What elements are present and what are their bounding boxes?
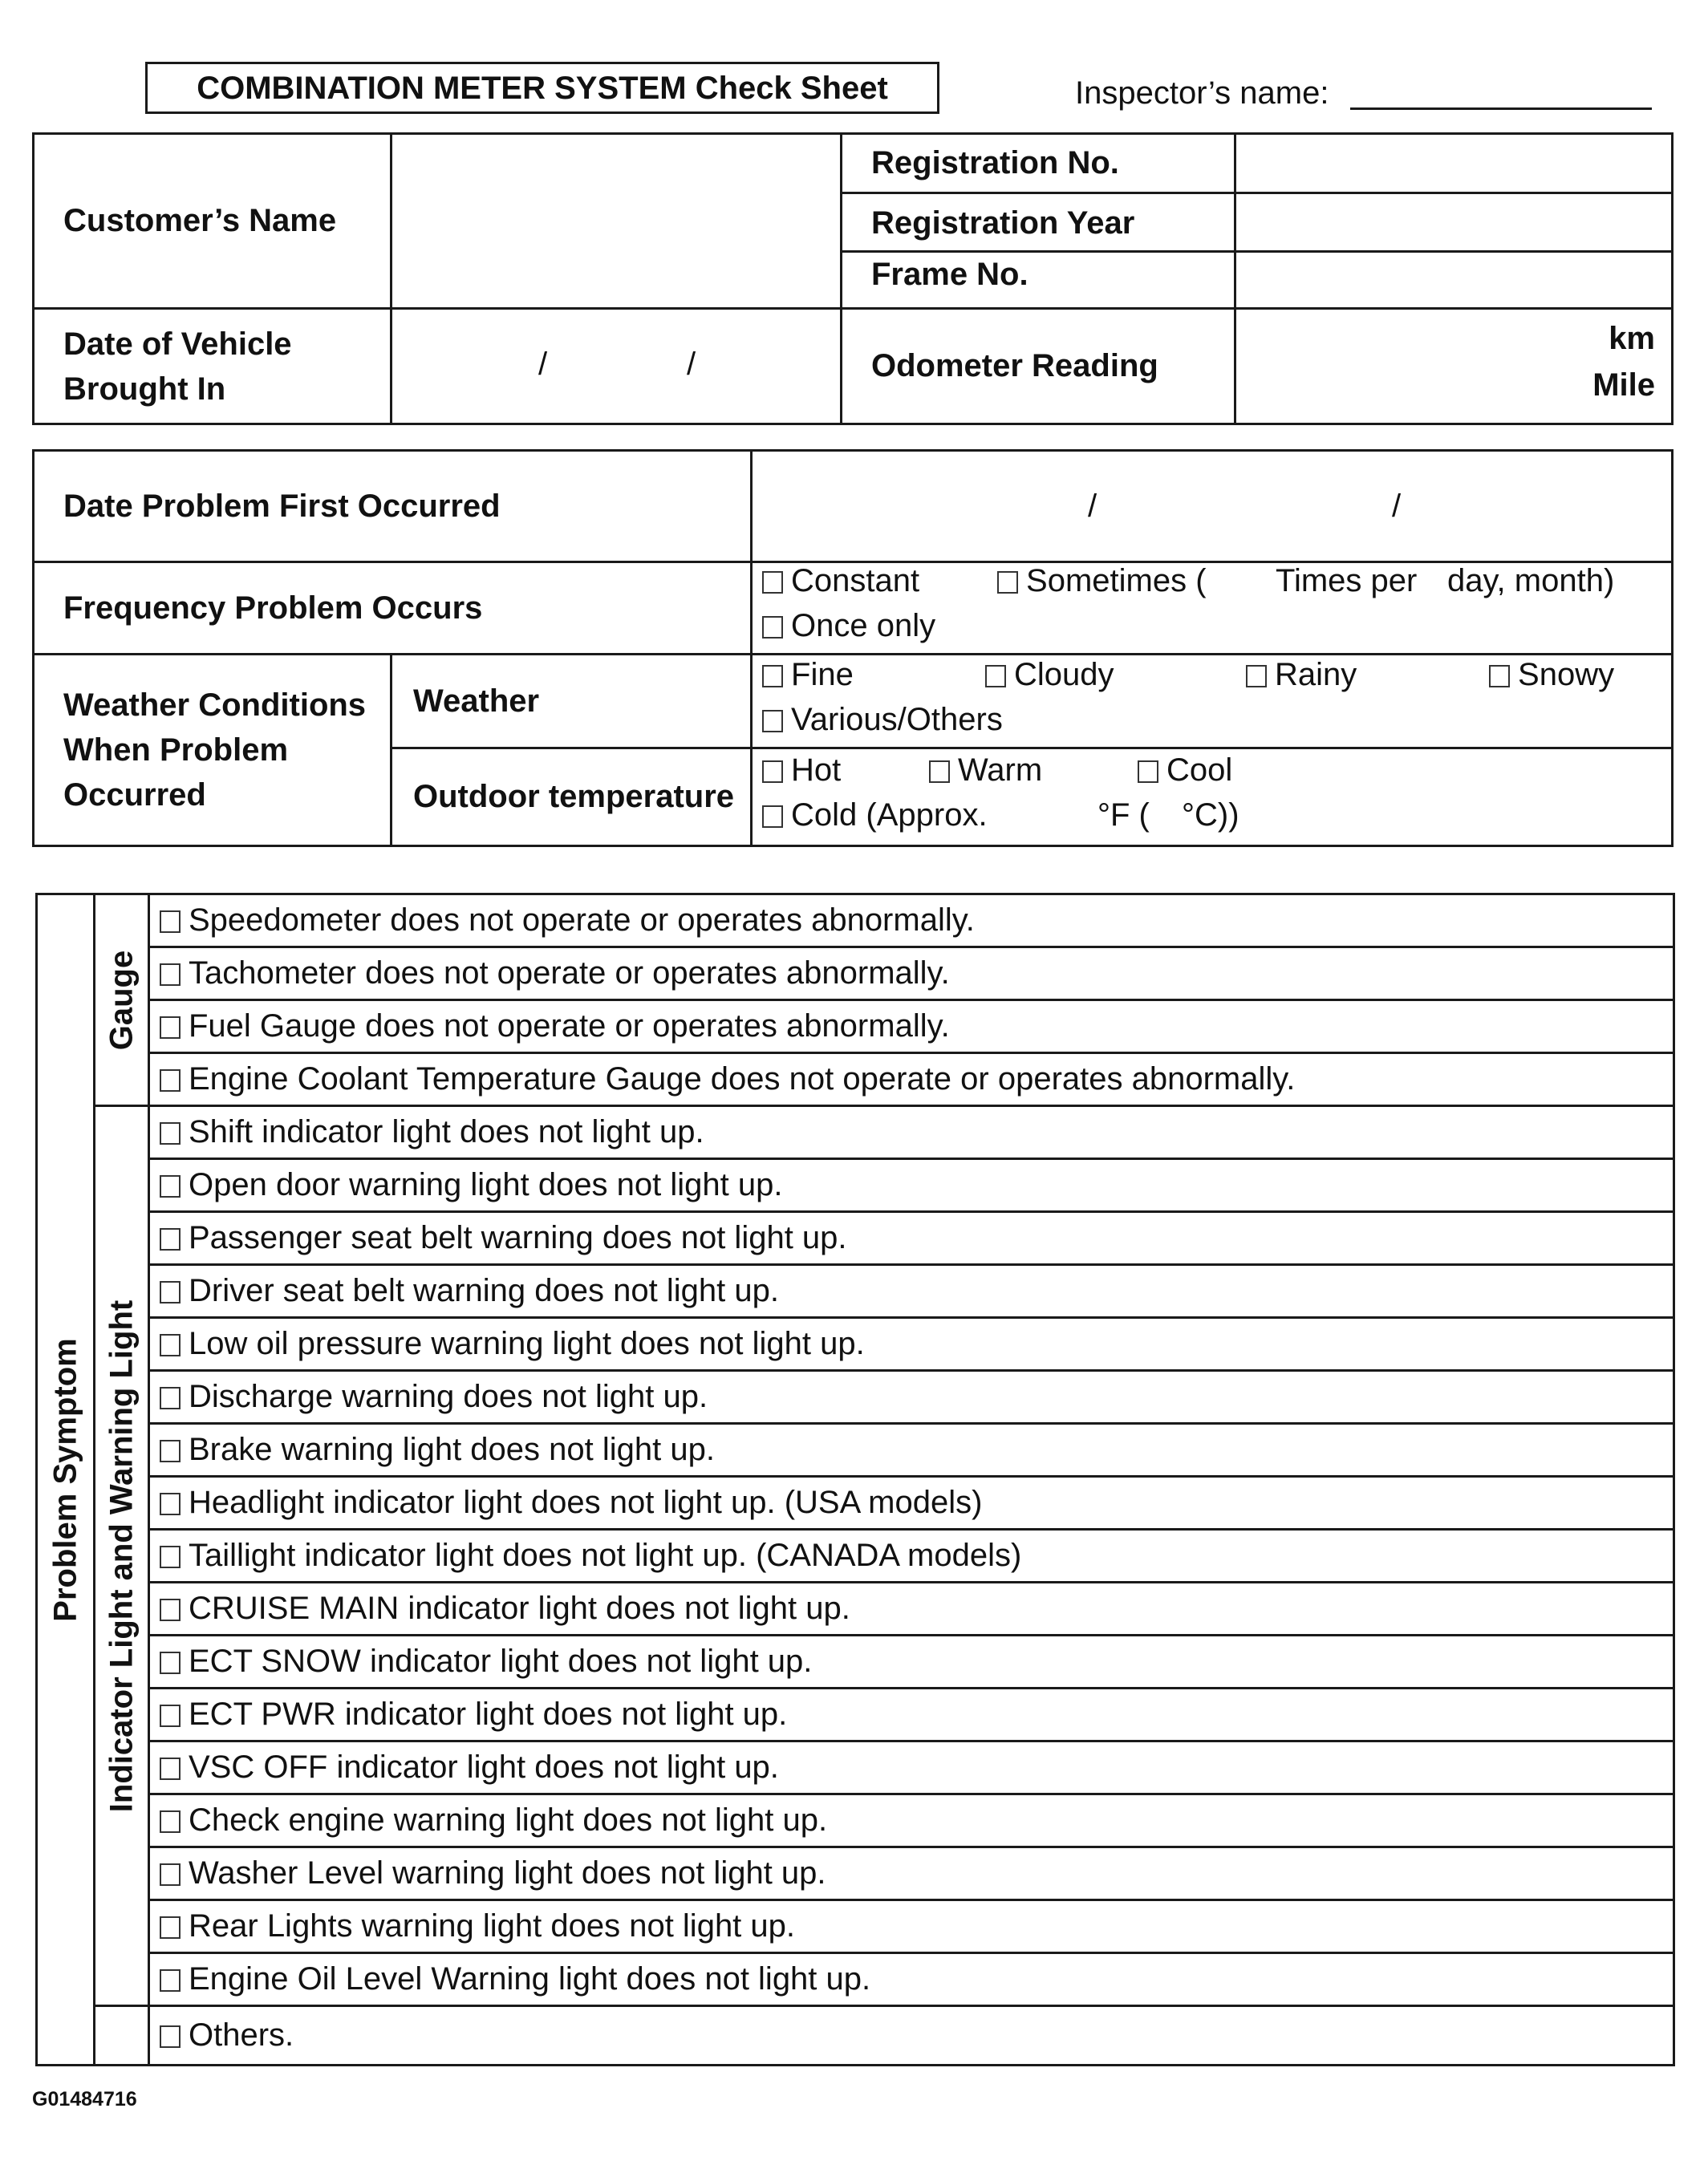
checkbox-icon[interactable]: [160, 1387, 181, 1409]
inspector-name-label: Inspector’s name:: [1075, 75, 1329, 111]
checkbox-icon[interactable]: [160, 963, 181, 986]
page-title: COMBINATION METER SYSTEM Check Sheet: [197, 70, 888, 106]
checkbox-icon[interactable]: [762, 616, 783, 639]
customer-name-label: Customer’s Name: [34, 134, 392, 309]
checkbox-icon[interactable]: [762, 665, 783, 687]
symptom-item[interactable]: Check engine warning light does not light up.: [149, 1794, 1674, 1847]
weather-conditions-line1: Weather Conditions: [63, 687, 367, 723]
symptom-item[interactable]: Tachometer does not operate or operates abnormally.: [149, 947, 1674, 1000]
gauge-header: [95, 894, 149, 1106]
symptom-item[interactable]: Taillight indicator light does not light up. (CANADA models): [149, 1530, 1674, 1583]
checkbox-icon[interactable]: [160, 1334, 181, 1356]
option-snowy[interactable]: Snowy: [1489, 657, 1614, 693]
option-rainy[interactable]: Rainy: [1246, 657, 1357, 693]
frequency-label: Frequency Problem Occurs: [34, 562, 752, 655]
customer-info-table: [32, 132, 1674, 425]
symptom-item[interactable]: Open door warning light does not light up.: [149, 1159, 1674, 1212]
symptom-item[interactable]: Brake warning light does not light up.: [149, 1424, 1674, 1477]
checkbox-icon[interactable]: [1138, 760, 1158, 783]
odometer-label: Odometer Reading: [842, 309, 1235, 424]
outdoor-temperature-label: Outdoor temperature: [392, 748, 752, 846]
checkbox-icon[interactable]: [160, 1016, 181, 1039]
registration-year-label: Registration Year: [871, 205, 1135, 241]
weather-conditions-line2: When Problem: [63, 732, 289, 768]
celsius-label: °C)): [1182, 797, 1239, 833]
checkbox-icon[interactable]: [160, 1546, 181, 1568]
checkbox-icon[interactable]: [160, 1069, 181, 1092]
symptom-item[interactable]: Low oil pressure warning light does not light up.: [149, 1318, 1674, 1371]
option-constant[interactable]: Constant: [762, 563, 919, 599]
frame-no-field[interactable]: [1235, 252, 1673, 309]
checkbox-icon[interactable]: [929, 760, 950, 783]
checkbox-icon[interactable]: [160, 1810, 181, 1833]
checkbox-icon[interactable]: [160, 1122, 181, 1145]
weather-options: [752, 655, 1673, 748]
option-hot[interactable]: Hot: [762, 752, 841, 789]
symptom-item[interactable]: Passenger seat belt warning does not light up.: [149, 1212, 1674, 1265]
symptom-item[interactable]: ECT SNOW indicator light does not light up.: [149, 1636, 1674, 1689]
problem-symptom-label: Problem Symptom: [47, 1337, 83, 1622]
symptom-item[interactable]: Headlight indicator light does not light up. (USA models): [149, 1477, 1674, 1530]
symptom-item[interactable]: Engine Oil Level Warning light does not light up.: [149, 1953, 1674, 2006]
date-separator: /: [1088, 489, 1097, 524]
symptom-item[interactable]: Driver seat belt warning does not light up.: [149, 1265, 1674, 1318]
others-spacer: [95, 2006, 149, 2066]
date-brought-in-field[interactable]: [392, 309, 842, 424]
checkbox-icon[interactable]: [160, 1969, 181, 1992]
title-box: [145, 62, 939, 114]
symptom-item[interactable]: Shift indicator light does not light up.: [149, 1106, 1674, 1159]
option-sometimes[interactable]: Sometimes (: [997, 563, 1207, 599]
figure-code: G01484716: [32, 2088, 137, 2110]
symptom-item[interactable]: ECT PWR indicator light does not light up.: [149, 1689, 1674, 1741]
symptom-item[interactable]: Rear Lights warning light does not light up.: [149, 1900, 1674, 1953]
symptom-item[interactable]: Speedometer does not operate or operates abnormally.: [149, 894, 1674, 947]
conditions-table: [32, 449, 1674, 847]
indicator-label: Indicator Light and Warning Light: [103, 1299, 139, 1812]
checkbox-icon[interactable]: [160, 1281, 181, 1303]
date-brought-in-label: [34, 309, 392, 424]
fahrenheit-label: °F (: [1097, 797, 1150, 833]
symptom-item[interactable]: Engine Coolant Temperature Gauge does not operate or operates abnormally.: [149, 1053, 1674, 1106]
unit-mile: Mile: [1592, 367, 1655, 403]
checkbox-icon[interactable]: [762, 760, 783, 783]
option-cold[interactable]: Cold (Approx.: [762, 797, 988, 833]
weather-label: Weather: [392, 655, 752, 748]
symptom-item[interactable]: CRUISE MAIN indicator light does not light up.: [149, 1583, 1674, 1636]
gauge-label: Gauge: [103, 950, 139, 1050]
checkbox-icon[interactable]: [160, 1758, 181, 1780]
checkbox-icon[interactable]: [160, 2025, 181, 2048]
option-once-only[interactable]: Once only: [762, 608, 935, 644]
frame-no-label: Frame No.: [871, 257, 1028, 292]
checkbox-icon[interactable]: [762, 710, 783, 732]
registration-no-field[interactable]: [1235, 134, 1673, 193]
option-cool[interactable]: Cool: [1138, 752, 1232, 789]
registration-year-frame-cell: [842, 193, 1235, 292]
checkbox-icon[interactable]: [160, 1916, 181, 1939]
date-separator: /: [538, 347, 548, 382]
option-cloudy[interactable]: Cloudy: [985, 657, 1114, 693]
checkbox-icon[interactable]: [160, 1599, 181, 1621]
checkbox-icon[interactable]: [160, 910, 181, 933]
option-warm[interactable]: Warm: [929, 752, 1042, 789]
checkbox-icon[interactable]: [762, 571, 783, 594]
checkbox-icon[interactable]: [1489, 665, 1510, 687]
checkbox-icon[interactable]: [985, 665, 1006, 687]
date-brought-in-line2: Brought In: [63, 371, 226, 407]
checkbox-icon[interactable]: [160, 1705, 181, 1727]
option-various-others[interactable]: Various/Others: [762, 702, 1003, 738]
problem-symptom-table: [35, 893, 1675, 2066]
symptom-item[interactable]: Washer Level warning light does not light up.: [149, 1847, 1674, 1900]
checkbox-icon[interactable]: [997, 571, 1018, 594]
checkbox-icon[interactable]: [160, 1652, 181, 1674]
odometer-field[interactable]: [1235, 309, 1673, 424]
weather-conditions-line3: Occurred: [63, 777, 206, 813]
checkbox-icon[interactable]: [160, 1175, 181, 1198]
date-first-occurred-label: Date Problem First Occurred: [34, 451, 752, 562]
registration-no-label: Registration No.: [842, 134, 1235, 193]
date-first-occurred-field[interactable]: [752, 451, 1673, 562]
date-brought-in-line1: Date of Vehicle: [63, 326, 292, 362]
symptom-item-others[interactable]: Others.: [149, 2006, 1674, 2066]
checkbox-icon[interactable]: [762, 805, 783, 828]
date-separator: /: [1392, 489, 1402, 524]
indicator-header: [95, 1106, 149, 2006]
frequency-options: [752, 562, 1673, 655]
times-per-label: Times per: [1276, 563, 1418, 598]
registration-year-field[interactable]: [1235, 193, 1673, 252]
customer-name-field[interactable]: [392, 134, 842, 309]
weather-conditions-label: [34, 655, 392, 846]
symptom-item[interactable]: Discharge warning does not light up.: [149, 1371, 1674, 1424]
checkbox-icon[interactable]: [160, 1493, 181, 1515]
temperature-options: [752, 748, 1673, 846]
unit-km: km: [1609, 321, 1655, 356]
checkbox-icon[interactable]: [1246, 665, 1267, 687]
checkbox-icon[interactable]: [160, 1863, 181, 1886]
symptom-item[interactable]: Fuel Gauge does not operate or operates abnormally.: [149, 1000, 1674, 1053]
date-separator: /: [687, 347, 696, 382]
checkbox-icon[interactable]: [160, 1440, 181, 1462]
day-month-label: day, month): [1447, 563, 1615, 598]
inspector-name-line[interactable]: [1350, 107, 1652, 110]
checkbox-icon[interactable]: [160, 1228, 181, 1251]
problem-symptom-header: [37, 894, 95, 2066]
symptom-item[interactable]: VSC OFF indicator light does not light up.: [149, 1741, 1674, 1794]
row-divider: [842, 250, 1234, 253]
option-fine[interactable]: Fine: [762, 657, 854, 693]
